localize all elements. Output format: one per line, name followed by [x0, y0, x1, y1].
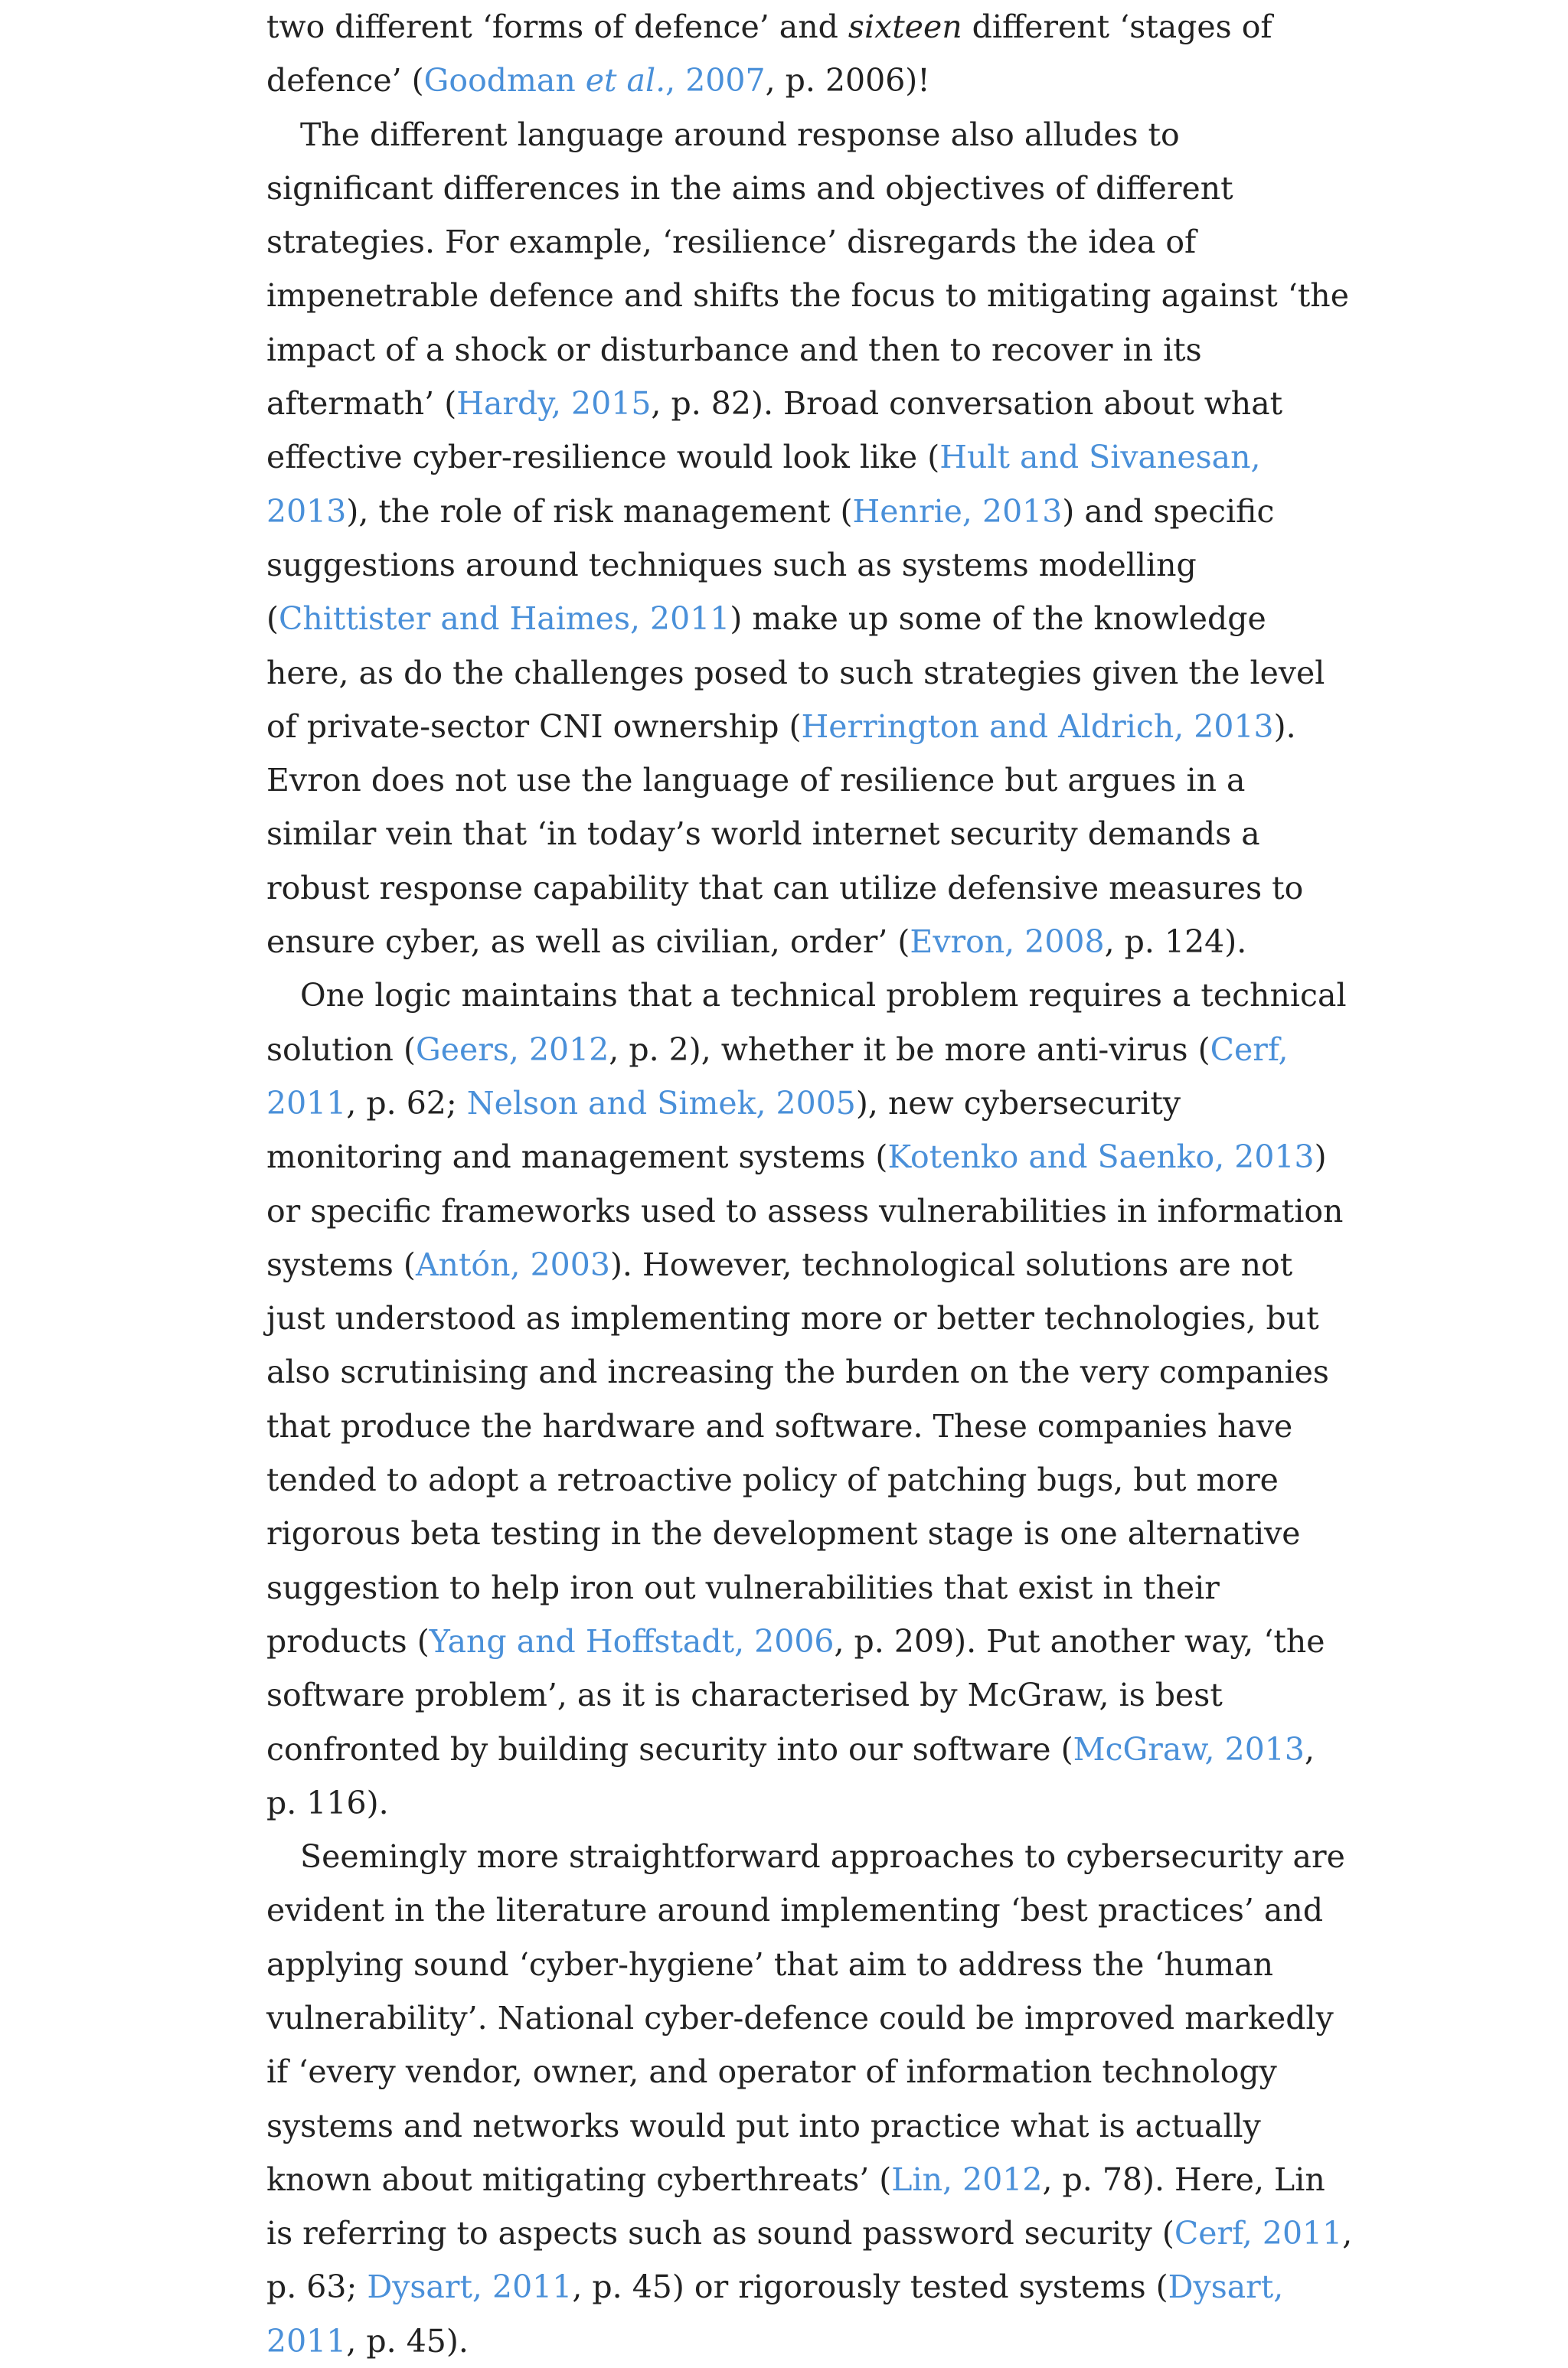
citation-link[interactable]: Nelson and Simek, 2005 [466, 1084, 856, 1122]
body-text: Seemingly more straightforward approaches to cybersecurity are evident in the literature around implementing ‘best practices’ and applying sound ‘cyber-hygiene’ that aim to address the ‘human vulnerability’. National cyber-defence could be improved markedly if ‘every vendor, owner, and operator of information technology systems and networks would put into practice what is actually known about mitigating cyberthreats’ ( [266, 1838, 1345, 2198]
body-text: , p. 78). Here, Lin is referring to aspects such as sound password security ( [266, 2161, 1325, 2252]
citation-link[interactable]: Cerf, 2011 [1174, 2215, 1343, 2252]
citation-link[interactable]: Henrie, 2013 [852, 492, 1063, 530]
body-text: , p. 116). [266, 1730, 1315, 1821]
citation-link[interactable]: Hult and Sivanesan, 2013 [266, 439, 1261, 530]
citation-link[interactable]: Dysart, 2011 [266, 2268, 1284, 2360]
citation-link[interactable]: McGraw, 2013 [1073, 1730, 1305, 1768]
body-text: , p. 2), whether it be more anti-virus ( [609, 1030, 1210, 1068]
paragraph [266, 0, 1354, 108]
citation-link[interactable]: Goodman [423, 62, 586, 100]
body-text: , p. 63; [266, 2215, 1353, 2306]
body-text: ) or specific frameworks used to assess vulnerabilities in information systems ( [266, 1138, 1344, 1283]
body-text: , p. 209). Put another way, ‘the software problem’, as it is characterised by McGraw, is best confronted by building security into our software ( [266, 1622, 1325, 1768]
body-text: ). Evron does not use the language of resilience but argues in a similar vein that ‘in today’s world internet security demands a robust response capability that can utilize defensive measures to ensure cyber, as well as civilian, order’ ( [266, 707, 1304, 961]
body-text: , p. 45) or rigorously tested systems ( [572, 2268, 1168, 2306]
body-text: , p. 124). [1104, 923, 1247, 961]
citation-link[interactable]: Dysart, 2011 [367, 2268, 573, 2306]
body-text: ) make up some of the knowledge here, as do the challenges posed to such strategies given the level of private-sector CNI ownership ( [266, 600, 1325, 745]
paragraph [266, 968, 1354, 1830]
article-body [266, 0, 1354, 2368]
citation-link[interactable]: Evron, 2008 [910, 923, 1105, 961]
body-text: ) and specific suggestions around techniques such as systems modelling ( [266, 492, 1275, 638]
citation-link[interactable]: Chittister and Haimes, 2011 [279, 600, 730, 638]
body-text: two different ‘forms of defence’ and [266, 8, 848, 45]
citation-link[interactable]: Herrington and Aldrich, 2013 [801, 707, 1274, 745]
body-text: , p. 82). Broad conversation about what effective cyber-resilience would look like ( [266, 385, 1283, 476]
citation-link[interactable]: Yang and Hoffstadt, 2006 [429, 1622, 835, 1660]
body-text: , p. 45). [346, 2322, 469, 2360]
citation-link[interactable]: Lin, 2012 [891, 2161, 1043, 2198]
citation-link[interactable] [586, 62, 665, 99]
body-text: , p. 2006)! [765, 62, 930, 100]
body-text: ). However, technological solutions are not just understood as implementing more or better technologies, but also scrutinising and increasing the burden on the very companies that produce the hardware and software. These companies have tended to adopt a retroactive policy of patching bugs, but more rigorous beta testing in the development stage is one alternative suggestion to help iron out vulnerabilities that exist in their products ( [266, 1246, 1329, 1660]
citation-link[interactable]: Geers, 2012 [415, 1030, 609, 1068]
citation-link[interactable]: , 2007 [665, 62, 766, 100]
body-text: One logic maintains that a technical problem requires a technical solution ( [266, 977, 1347, 1068]
citation-link[interactable]: Cerf, 2011 [266, 1030, 1289, 1122]
citation-link[interactable]: Antón, 2003 [415, 1246, 610, 1283]
body-text: The different language around response also alludes to significant differences in the aims and objectives of different strategies. For example, ‘resilience’ disregards the idea of impenetrable defence and shifts the focus to mitigating against ‘the impact of a shock or disturbance and then to recover in its aftermath’ ( [266, 116, 1349, 423]
body-text: different ‘stages of defence’ ( [266, 8, 1272, 100]
emphasis-text: sixteen [848, 8, 962, 45]
paragraph [266, 108, 1354, 969]
paragraph [266, 1830, 1354, 2368]
citation-emphasis: et al. [585, 62, 666, 100]
body-text: , p. 62; [346, 1084, 467, 1122]
citation-link[interactable]: Kotenko and Saenko, 2013 [887, 1138, 1315, 1176]
body-text: ), the role of risk management ( [346, 492, 853, 530]
body-text: ), new cybersecurity monitoring and management systems ( [266, 1084, 1181, 1176]
citation-link[interactable]: Hardy, 2015 [456, 385, 652, 423]
